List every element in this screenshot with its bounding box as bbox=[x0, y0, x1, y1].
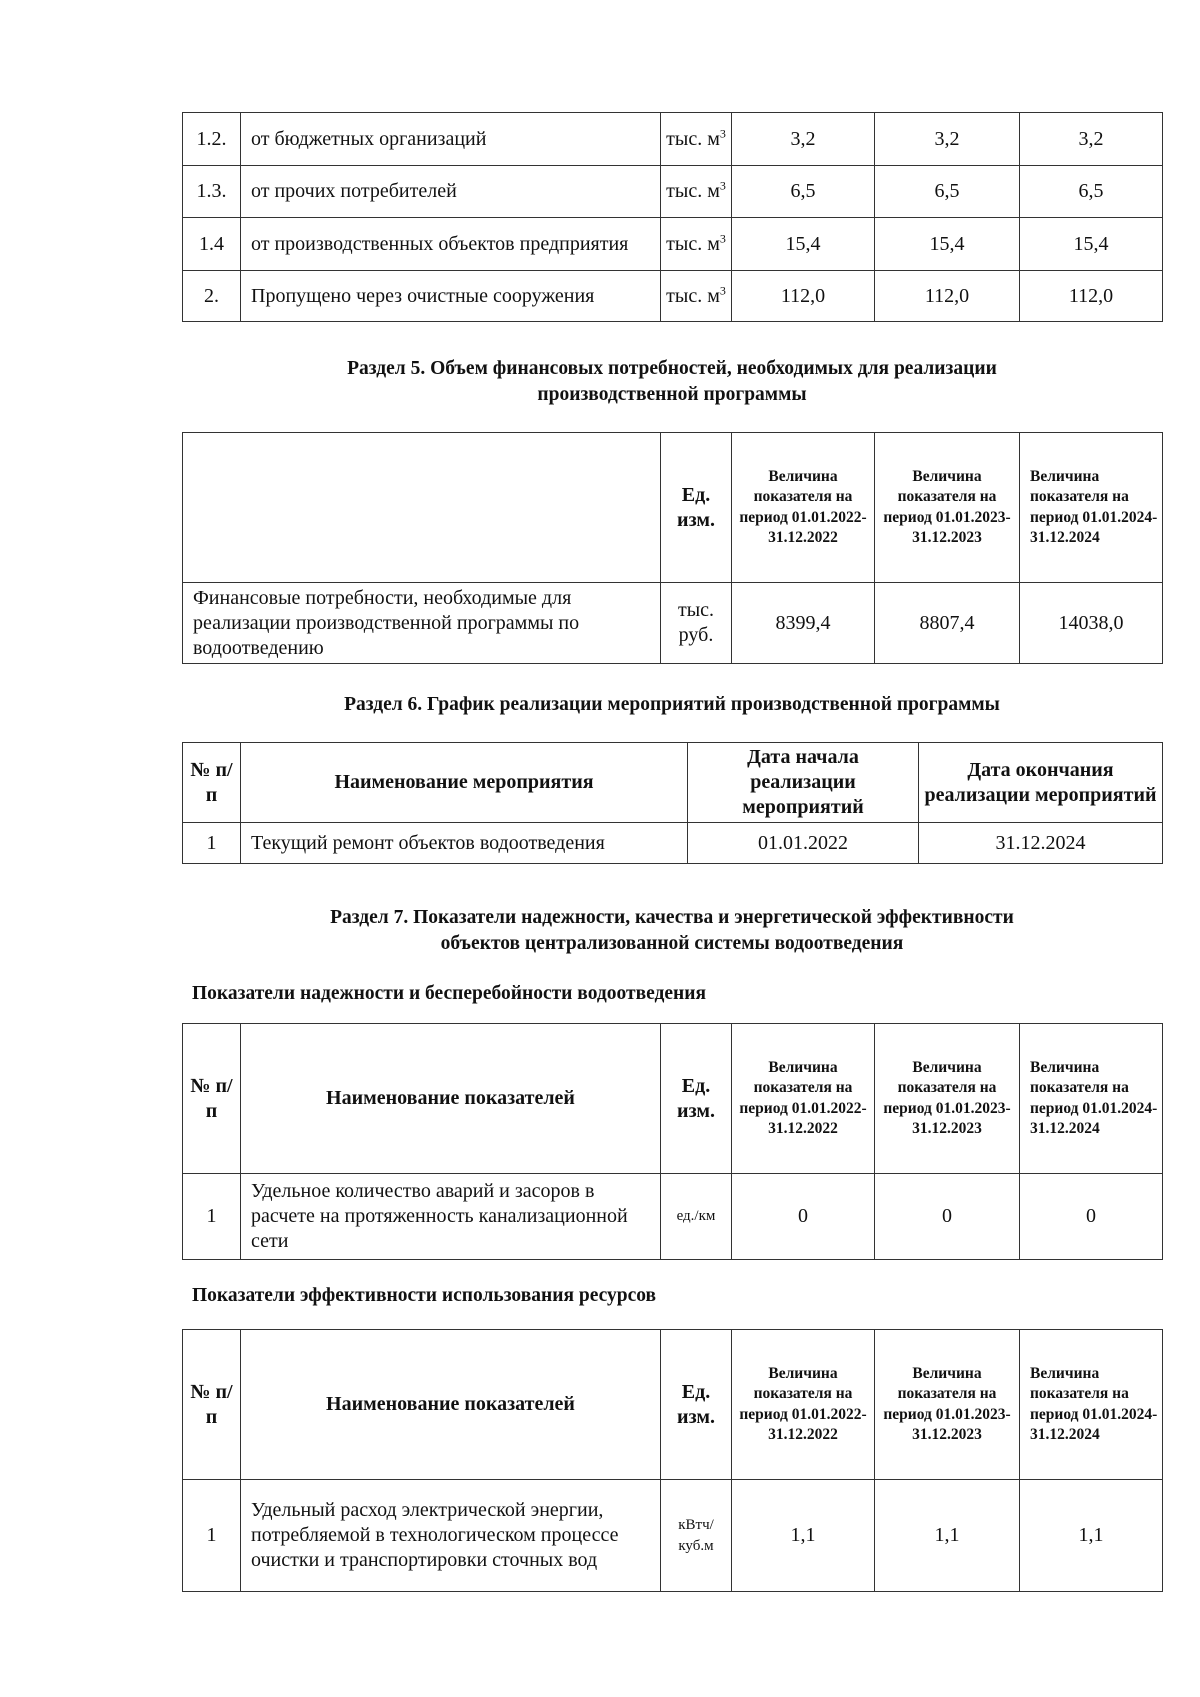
header-2024: Величина показателя на период 01.01.2024-31.12.2024 bbox=[1020, 1330, 1163, 1480]
header-number: № п/п bbox=[183, 743, 241, 823]
header-2023: Величина показателя на период 01.01.2023-31.12.2023 bbox=[875, 1024, 1020, 1174]
table-row bbox=[183, 1480, 1163, 1592]
section5-title-line2: производственной программы bbox=[537, 384, 807, 405]
volumes-table bbox=[182, 112, 1163, 322]
reliability-table bbox=[182, 1023, 1163, 1260]
row-unit: кВтч/ куб.м bbox=[661, 1480, 732, 1592]
header-unit: Ед. изм. bbox=[661, 433, 732, 583]
table-row bbox=[183, 1174, 1163, 1260]
table-row bbox=[183, 166, 1163, 218]
value-2023: 112,0 bbox=[875, 271, 1020, 322]
value-2022: 112,0 bbox=[732, 271, 875, 322]
section5-title bbox=[182, 356, 1162, 408]
row-name: Текущий ремонт объектов водоотведения bbox=[241, 823, 688, 864]
finance-table bbox=[182, 432, 1163, 664]
row-number: 1 bbox=[183, 823, 241, 864]
row-name: Финансовые потребности, необходимые для реализации производственной программы по водоотведению bbox=[183, 583, 661, 664]
table-header-row bbox=[183, 743, 1163, 823]
value-2023: 3,2 bbox=[875, 113, 1020, 166]
row-unit: тыс. $м^3$ bbox=[661, 113, 732, 166]
header-name: Наименование показателей bbox=[241, 1330, 661, 1480]
efficiency-subtitle: Показатели эффективности использования ресурсов bbox=[192, 1285, 657, 1306]
row-unit: тыс. руб. bbox=[661, 583, 732, 664]
header-2023: Величина показателя на период 01.01.2023-31.12.2023 bbox=[875, 433, 1020, 583]
header-name: Наименование мероприятия bbox=[241, 743, 688, 823]
row-unit: тыс. $м^3$ bbox=[661, 166, 732, 218]
row-name: Удельный расход электрической энергии, потребляемой в технологическом процессе очистки и транспортировки сточных вод bbox=[241, 1480, 661, 1592]
section5-title-line1: Раздел 5. Объем финансовых потребностей, необходимых для реализации bbox=[347, 358, 997, 379]
row-number: 1 bbox=[183, 1480, 241, 1592]
header-number: № п/п bbox=[183, 1024, 241, 1174]
table-row bbox=[183, 823, 1163, 864]
header-end-date: Дата окончания реализации мероприятий bbox=[919, 743, 1163, 823]
value-2023: 8807,4 bbox=[875, 583, 1020, 664]
table-row bbox=[183, 218, 1163, 271]
row-name: от прочих потребителей bbox=[241, 166, 661, 218]
value-2022: 0 bbox=[732, 1174, 875, 1260]
header-2024: Величина показателя на период 01.01.2024-31.12.2024 bbox=[1020, 433, 1163, 583]
row-number: 1 bbox=[183, 1174, 241, 1260]
value-2024: 3,2 bbox=[1020, 113, 1163, 166]
value-2024: 6,5 bbox=[1020, 166, 1163, 218]
header-number: № п/п bbox=[183, 1330, 241, 1480]
value-2024: 0 bbox=[1020, 1174, 1163, 1260]
header-2024: Величина показателя на период 01.01.2024-31.12.2024 bbox=[1020, 1024, 1163, 1174]
value-2024: 15,4 bbox=[1020, 218, 1163, 271]
header-2022: Величина показателя на период 01.01.2022-31.12.2022 bbox=[732, 1330, 875, 1480]
value-2022: 3,2 bbox=[732, 113, 875, 166]
value-2023: 6,5 bbox=[875, 166, 1020, 218]
section6-title: Раздел 6. График реализации мероприятий производственной программы bbox=[344, 694, 1000, 715]
value-2022: 15,4 bbox=[732, 218, 875, 271]
row-number: 2. bbox=[183, 271, 241, 322]
row-number: 1.2. bbox=[183, 113, 241, 166]
table-header-row bbox=[183, 433, 1163, 583]
efficiency-table bbox=[182, 1329, 1163, 1592]
header-2022: Величина показателя на период 01.01.2022-31.12.2022 bbox=[732, 433, 875, 583]
header-unit: Ед. изм. bbox=[661, 1024, 732, 1174]
value-2022: 8399,4 bbox=[732, 583, 875, 664]
section7-title-line1: Раздел 7. Показатели надежности, качества и энергетической эффективности bbox=[330, 907, 1014, 928]
table-header-row bbox=[183, 1024, 1163, 1174]
row-name: Удельное количество аварий и засоров в расчете на протяженность канализационной сети bbox=[241, 1174, 661, 1260]
section7-title bbox=[182, 905, 1162, 957]
header-start-date: Дата начала реализации мероприятий bbox=[688, 743, 919, 823]
row-name: от бюджетных организаций bbox=[241, 113, 661, 166]
value-2024: 14038,0 bbox=[1020, 583, 1163, 664]
row-number: 1.4 bbox=[183, 218, 241, 271]
value-2023: 0 bbox=[875, 1174, 1020, 1260]
header-name: Наименование показателей bbox=[241, 1024, 661, 1174]
table-row bbox=[183, 271, 1163, 322]
start-date: 01.01.2022 bbox=[688, 823, 919, 864]
end-date: 31.12.2024 bbox=[919, 823, 1163, 864]
table-header-row bbox=[183, 1330, 1163, 1480]
row-unit: тыс. $м^3$ bbox=[661, 218, 732, 271]
section7-title-line2: объектов централизованной системы водоотведения bbox=[440, 933, 904, 954]
header-empty bbox=[183, 433, 661, 583]
value-2023: 15,4 bbox=[875, 218, 1020, 271]
row-name: Пропущено через очистные сооружения bbox=[241, 271, 661, 322]
header-2023: Величина показателя на период 01.01.2023-31.12.2023 bbox=[875, 1330, 1020, 1480]
row-unit: тыс. $м^3$ bbox=[661, 271, 732, 322]
schedule-table bbox=[182, 742, 1163, 864]
table-row bbox=[183, 583, 1163, 664]
row-name: от производственных объектов предприятия bbox=[241, 218, 661, 271]
value-2022: 6,5 bbox=[732, 166, 875, 218]
value-2024: 112,0 bbox=[1020, 271, 1163, 322]
value-2022: 1,1 bbox=[732, 1480, 875, 1592]
reliability-subtitle: Показатели надежности и бесперебойности водоотведения bbox=[192, 983, 707, 1004]
header-unit: Ед. изм. bbox=[661, 1330, 732, 1480]
value-2023: 1,1 bbox=[875, 1480, 1020, 1592]
row-number: 1.3. bbox=[183, 166, 241, 218]
header-2022: Величина показателя на период 01.01.2022-31.12.2022 bbox=[732, 1024, 875, 1174]
table-row bbox=[183, 113, 1163, 166]
row-unit: ед./км bbox=[661, 1174, 732, 1260]
value-2024: 1,1 bbox=[1020, 1480, 1163, 1592]
